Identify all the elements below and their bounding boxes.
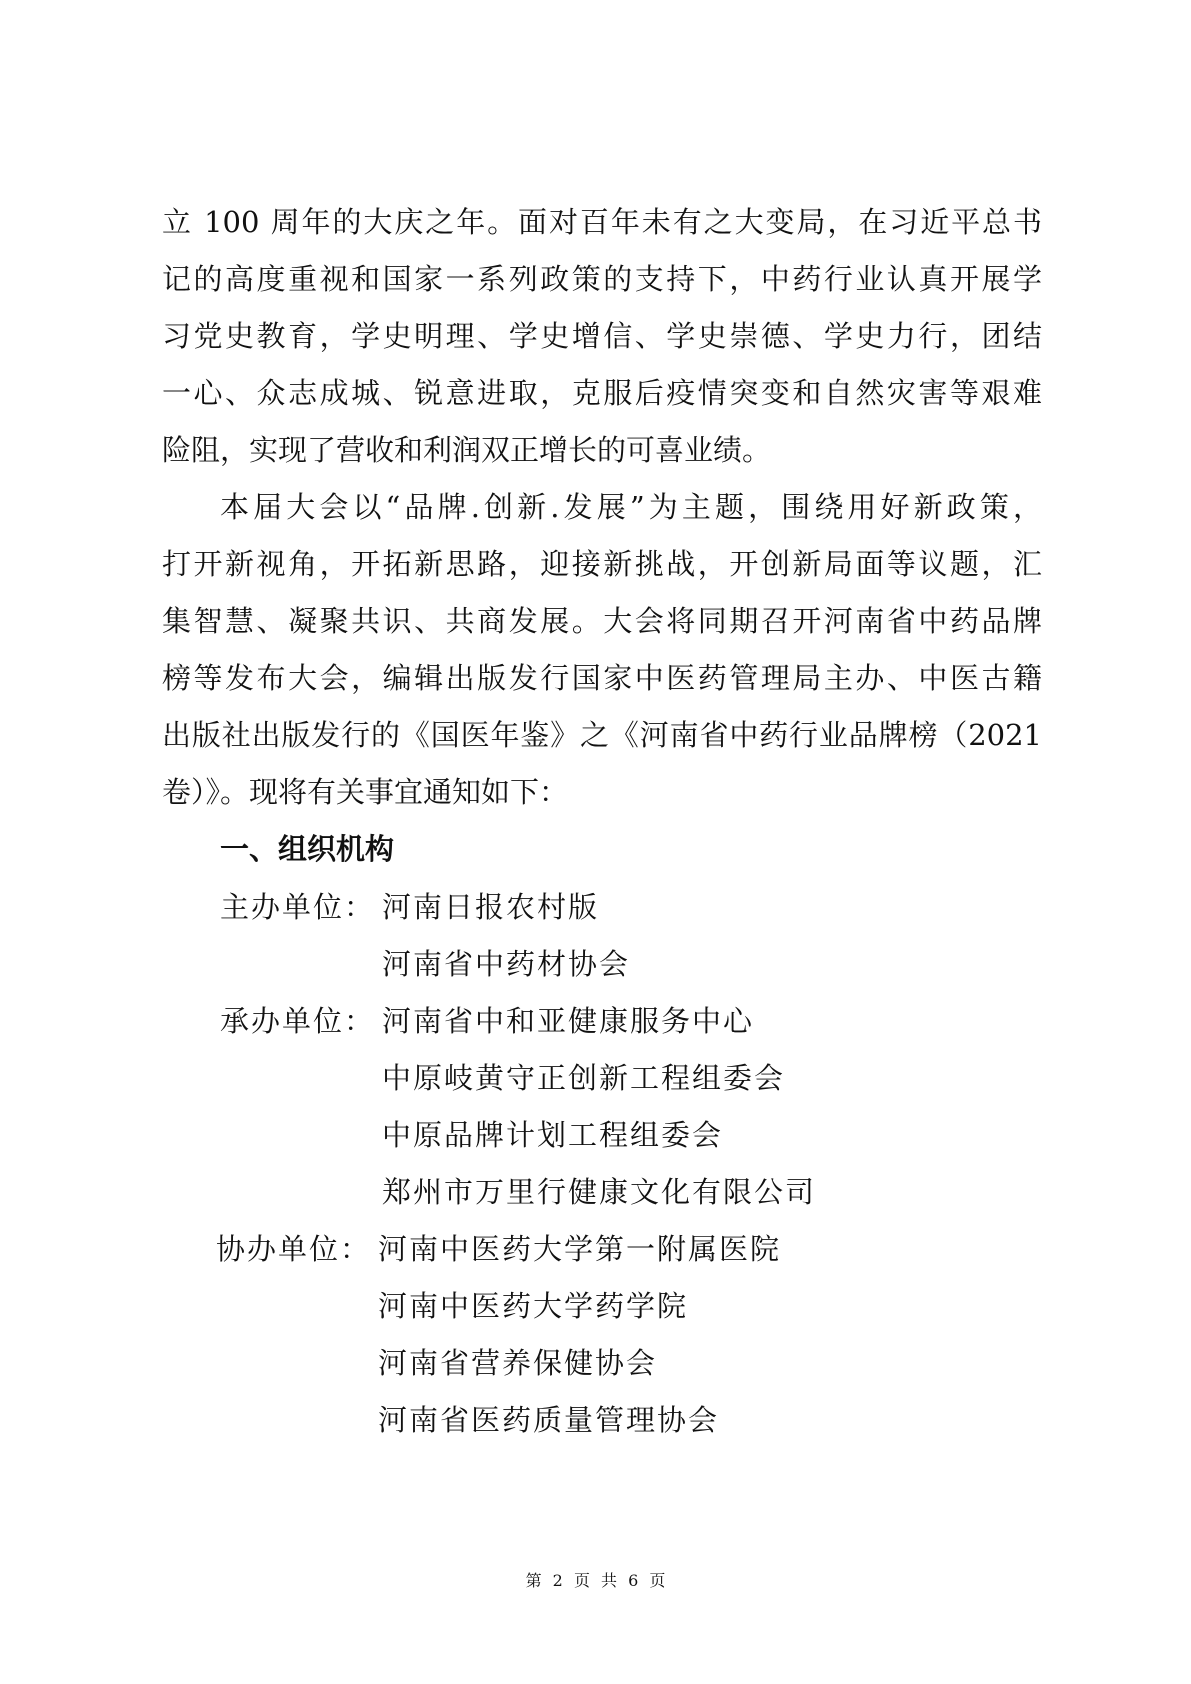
- paragraph2-line-5: 出版社出版发行的《国医年鉴》之《河南省中药行业品牌榜（2021: [162, 718, 1042, 752]
- undertaker-item-1: 河南省中和亚健康服务中心: [382, 1004, 755, 1038]
- host-item-1: 河南日报农村版: [382, 890, 600, 924]
- paragraph1-line-1: 立 100 周年的大庆之年。面对百年未有之大变局，在习近平总书: [162, 205, 1042, 239]
- co-organizer-item-4: 河南省医药质量管理协会: [378, 1403, 720, 1437]
- host-label: 主办单位：: [220, 890, 376, 924]
- undertaker-item-3: 中原品牌计划工程组委会: [382, 1118, 724, 1152]
- host-item-2: 河南省中药材协会: [382, 947, 631, 981]
- paragraph2-line-1: 本届大会以“品牌.创新.发展”为主题，围绕用好新政策，: [220, 490, 1042, 524]
- footer-prefix: 第: [525, 1571, 542, 1590]
- paragraph1-line-3: 习党史教育，学史明理、学史增信、学史崇德、学史力行，团结: [162, 319, 1042, 353]
- paragraph2-line-6: 卷）》。现将有关事宜通知如下：: [162, 775, 569, 809]
- page-footer: [0, 1570, 1191, 1592]
- paragraph1-line-4: 一心、众志成城、锐意进取，克服后疫情突变和自然灾害等艰难: [162, 376, 1042, 410]
- paragraph1-line-5: 险阻，实现了营收和利润双正增长的可喜业绩。: [162, 433, 772, 467]
- undertaker-label: 承办单位：: [220, 1004, 376, 1038]
- co-organizer-item-1: 河南中医药大学第一附属医院: [378, 1232, 782, 1266]
- section1-heading: 一、组织机构: [220, 832, 395, 866]
- co-organizer-item-3: 河南省营养保健协会: [378, 1346, 658, 1380]
- paragraph2-line-2: 打开新视角，开拓新思路，迎接新挑战，开创新局面等议题，汇: [162, 547, 1042, 581]
- undertaker-item-2: 中原岐黄守正创新工程组委会: [382, 1061, 786, 1095]
- undertaker-item-4: 郑州市万里行健康文化有限公司: [382, 1175, 817, 1209]
- paragraph2-line-3: 集智慧、凝聚共识、共商发展。大会将同期召开河南省中药品牌: [162, 604, 1042, 638]
- footer-total-pages: 6: [628, 1571, 639, 1590]
- co-organizer-item-2: 河南中医药大学药学院: [378, 1289, 689, 1323]
- footer-page-number: 2: [552, 1571, 563, 1590]
- co-organizer-label: 协办单位：: [216, 1232, 372, 1266]
- paragraph2-line-4: 榜等发布大会，编辑出版发行国家中医药管理局主办、中医古籍: [162, 661, 1042, 695]
- paragraph1-line-2: 记的高度重视和国家一系列政策的支持下，中药行业认真开展学: [162, 262, 1042, 296]
- footer-suffix: 页: [649, 1571, 666, 1590]
- footer-middle: 页 共: [573, 1571, 618, 1590]
